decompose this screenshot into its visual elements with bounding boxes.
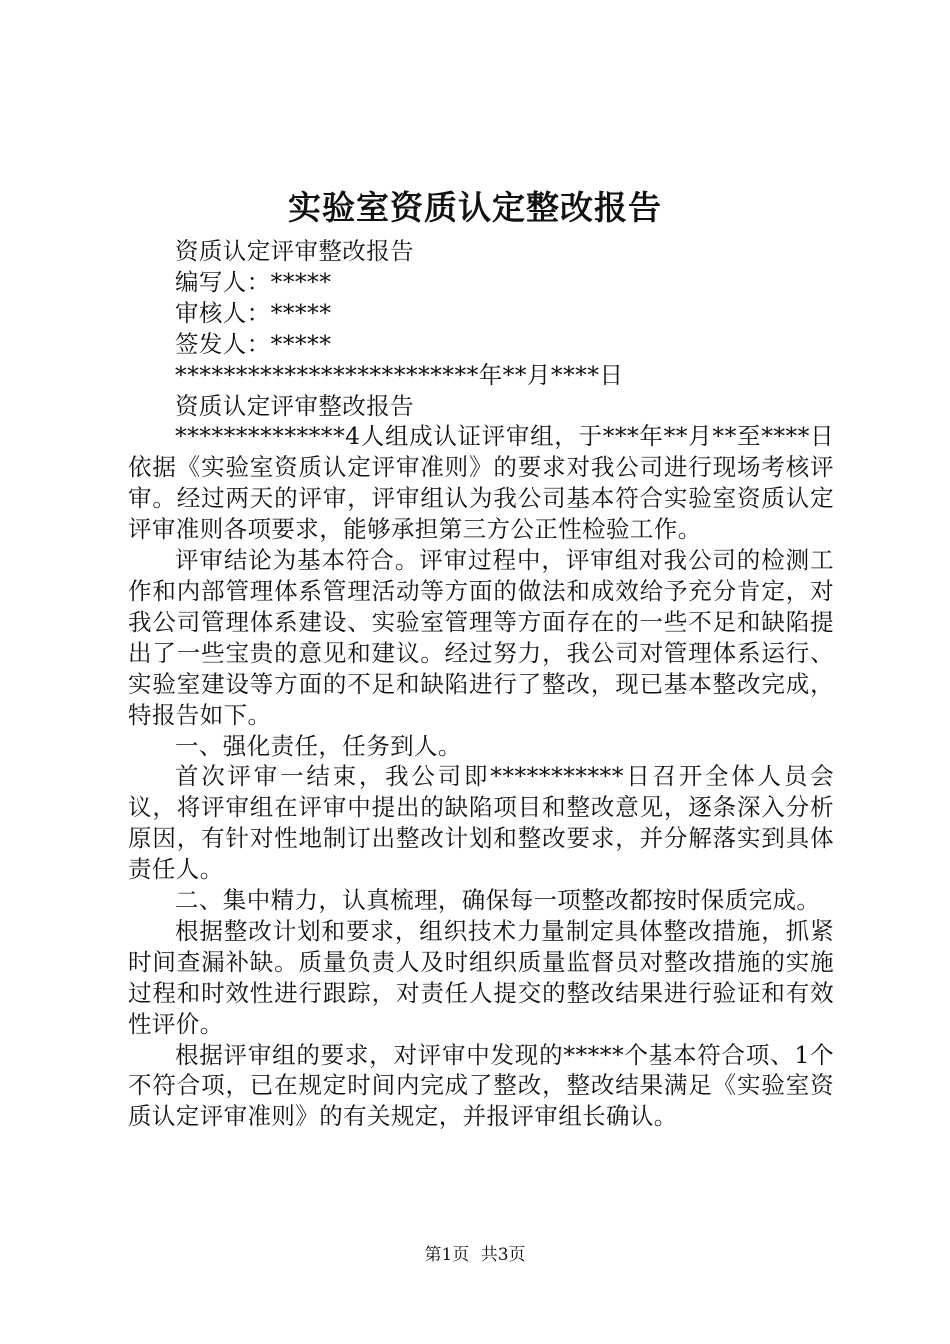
report-subtitle: 资质认定评审整改报告: [175, 391, 414, 420]
paragraph-first-review: 首次评审一结束，我公司即***********日召开全体人员会议，将评审组在评审中提出的缺陷项目和整改意见，逐条深入分析原因，有针对性地制订出整改计划和整改要求，并分解落实到具体责任人。: [128, 762, 834, 884]
section-heading-1: 一、强化责任，任务到人。: [175, 731, 462, 760]
issuer-line: 签发人：*****: [175, 329, 332, 358]
document-title: 实验室资质认定整改报告: [288, 188, 662, 227]
paragraph-rectification-plan: 根据整改计划和要求，组织技术力量制定具体整改措施，抓紧时间查漏补缺。质量负责人及时组织质量监督员对整改措施的实施过程和时效性进行跟踪，对责任人提交的整改结果进行验证和有效性评价。: [128, 916, 834, 1038]
page-number: 第1页: [424, 1245, 470, 1265]
paragraph-results: 根据评审组的要求，对评审中发现的*****个基本符合项、1个不符合项，已在规定时间内完成了整改，整改结果满足《实验室资质认定评审准则》的有关规定，并报评审组长确认。: [128, 1040, 834, 1131]
reviewer-line: 审核人：*****: [175, 298, 332, 327]
section-heading-2: 二、集中精力，认真梳理，确保每一项整改都按时保质完成。: [175, 886, 821, 915]
paragraph-conclusion: 评审结论为基本符合。评审过程中，评审组对我公司的检测工作和内部管理体系管理活动等方面的做法和成效给予充分肯定，对我公司管理体系建设、实验室管理等方面存在的一些不足和缺陷提出了一些宝贵的意见和建议。经过努力，我公司对管理体系运行、实验室建设等方面的不足和缺陷进行了整改，现已基本整改完成，特报告如下。: [128, 546, 834, 729]
date-line: *************************年**月****日: [175, 360, 624, 389]
paragraph-review-team: **************4人组成认证评审组，于***年**月**至****日依据《实验室资质认定评审准则》的要求对我公司进行现场考核评审。经过两天的评审，评审组认为我公司基本符合实验室资质认定评审准则各项要求，能够承担第三方公正性检验工作。: [128, 422, 834, 544]
document-body: [128, 236, 834, 1132]
header-subtitle: 资质认定评审整改报告: [175, 237, 414, 265]
page-footer: [0, 1243, 950, 1267]
author-line: 编写人：*****: [175, 267, 332, 296]
page-total: 共3页: [480, 1245, 526, 1265]
